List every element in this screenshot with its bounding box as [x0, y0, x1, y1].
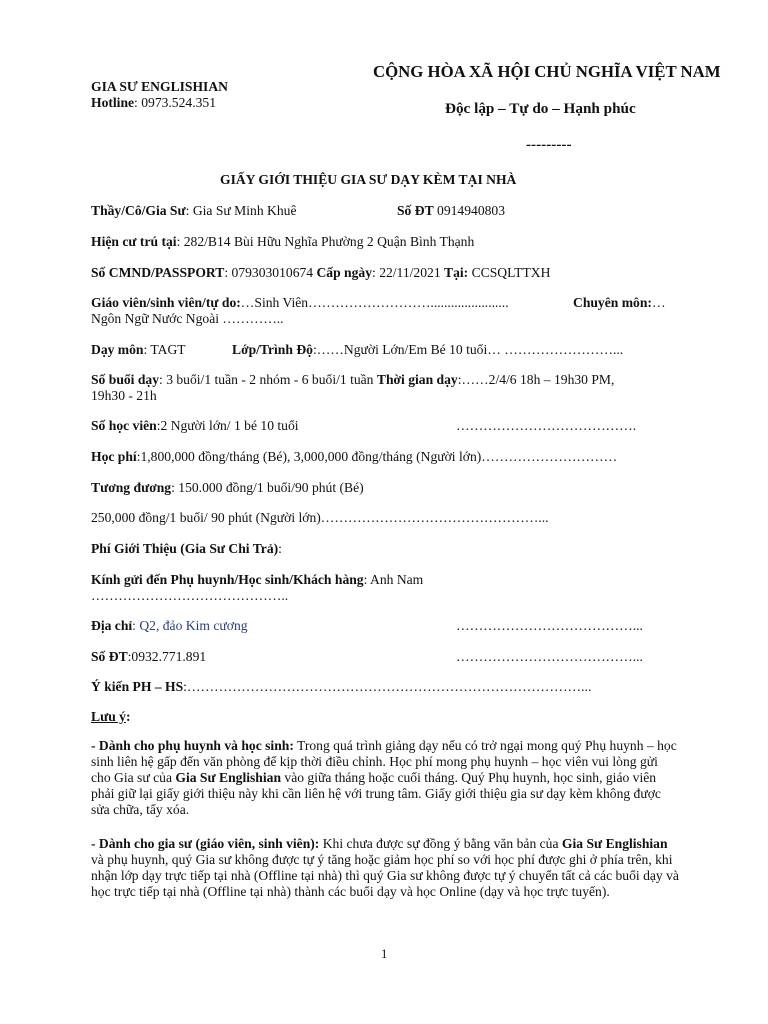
role-label: Giáo viên/sinh viên/tự do: [91, 295, 241, 310]
note-tutors-text-b: và phụ huynh, quý Gia sư không được tự ý tăng hoặc giảm học phí so với học phí được ghi ở phía trên, khi nhận lớp dạy trực tiếp tại nhà (Offline tại nhà) thì quý Gia sư không được tự ý chuyển tất cả các buổi dạy và học trực tiếp tại nhà (Offline tại nhà) thành các buổi dạy và học Online (dạy và học trực tuyến). [91, 852, 679, 899]
role-value: …Sinh Viên………………………....................... [240, 295, 509, 310]
role-field [91, 295, 509, 311]
referral-field [91, 541, 282, 557]
students-label: Số học viên [91, 418, 157, 433]
equiv-line2: 250,000 đồng/1 buổi/ 90 phút (Người lớn)…………………………………………... [91, 510, 549, 525]
recipient-label: Kính gửi đến Phụ huynh/Học sinh/Khách hàng [91, 572, 364, 587]
note-parents-lead: - Dành cho phụ huynh và học sinh: [91, 738, 294, 753]
equiv-label: Tương đương [91, 480, 172, 495]
subject-value: : TAGT [143, 342, 186, 357]
recipient-value: : Anh Nam [363, 572, 424, 587]
parent-phone-value: :0932.771.891 [127, 649, 207, 664]
major-line2: Ngôn Ngữ Nước Ngoài ………….. [91, 311, 284, 326]
residence-label: Hiện cư trú tại [91, 234, 177, 249]
notes-heading-colon: : [125, 709, 131, 724]
residence-value: : 282/B14 Bùi Hữu Nghĩa Phường 2 Quận Bình Thạnh [176, 234, 475, 249]
note-tutors-text-a: Khi chưa được sự đồng ý bằng văn bản của [319, 836, 562, 851]
fee-label: Học phí [91, 449, 137, 464]
hotline-label: Hotline [91, 95, 135, 110]
subject-field [91, 342, 186, 358]
referral-label: Phí Giới Thiệu (Gia Sư Chi Trả) [91, 541, 279, 556]
teacher-phone-label: Số ĐT [397, 203, 434, 218]
opinion-label: Ý kiến PH – HS [91, 679, 184, 694]
equiv-field [91, 480, 364, 496]
teacher-field [91, 203, 296, 219]
time-line2: 19h30 - 21h [91, 388, 157, 403]
note-parents-text-b: vào giữa tháng hoặc cuối tháng. Quý Phụ huynh, học sinh, giáo viên phải giữ lại giấy giới thiệu này khi cần liên hệ với trung tâm. Giấy giới thiệu gia sư dạy kèm không được sửa chữa, tẩy xóa. [91, 770, 661, 817]
teacher-label: Thầy/Cô/Gia Sư [91, 203, 186, 218]
hotline [91, 95, 216, 111]
id-value: : 079303010674 [224, 265, 317, 280]
note-parents-paragraph [91, 738, 679, 818]
note-tutors-brand: Gia Sư Englishian [561, 836, 668, 851]
level-label: Lớp/Trình Độ [232, 342, 313, 357]
issue-date-label: Cấp ngày [316, 265, 373, 280]
issue-date-value: : 22/11/2021 [372, 265, 445, 280]
note-parents-brand: Gia Sư Englishian [175, 770, 281, 785]
page-number: 1 [381, 947, 388, 961]
nation-heading: CỘNG HÒA XÃ HỘI CHỦ NGHĨA VIỆT NAM [373, 62, 721, 81]
opinion-field [91, 679, 591, 695]
students-value: :2 Người lớn/ 1 bé 10 tuổi [156, 418, 299, 433]
residence-field [91, 234, 474, 250]
sessions-label: Số buổi dạy [91, 372, 160, 387]
students-dots: …………………………………. [456, 418, 637, 433]
major-field [573, 295, 666, 311]
level-value: :……Người Lớn/Em Bé 10 tuổi… ……………………... [312, 342, 624, 357]
parent-phone-field [91, 649, 206, 665]
teacher-phone-value: 0914940803 [433, 203, 506, 218]
opinion-value: :……………………………………………………………………………... [183, 679, 592, 694]
recipient-dots: …………………………………….. [91, 588, 289, 603]
address-label: Địa chỉ [91, 618, 133, 633]
sessions-field [91, 372, 614, 388]
id-field [91, 265, 550, 281]
motto: Độc lập – Tự do – Hạnh phúc [445, 100, 636, 117]
address-dots: …………………………………... [456, 618, 643, 633]
note-tutors-paragraph [91, 836, 679, 900]
issue-place-value: CCSQLTTXH [468, 265, 551, 280]
parent-phone-dots: …………………………………... [456, 649, 643, 664]
note-tutors-lead: - Dành cho gia sư (giáo viên, sinh viên): [91, 836, 320, 851]
hotline-value: : 0973.524.351 [134, 95, 216, 110]
students-field [91, 418, 299, 434]
subject-label: Dạy môn [91, 342, 144, 357]
parent-phone-label: Số ĐT [91, 649, 128, 664]
teacher-value: : Gia Sư Minh Khuê [185, 203, 297, 218]
level-field [232, 342, 623, 358]
major-label: Chuyên môn: [573, 295, 652, 310]
sessions-value: : 3 buổi/1 tuần - 2 nhóm - 6 buổi/1 tuần [159, 372, 377, 387]
time-value: :……2/4/6 18h – 19h30 PM, [457, 372, 615, 387]
time-label: Thời gian dạy [376, 372, 458, 387]
address-value: : Q2, đảo Kim cương [132, 618, 248, 633]
org-name: GIA SƯ ENGLISHIAN [91, 79, 228, 94]
notes-heading [91, 709, 131, 725]
notes-heading-label: Lưu ý [91, 709, 126, 724]
document-title: GIẤY GIỚI THIỆU GIA SƯ DẠY KÈM TẠI NHÀ [220, 172, 517, 187]
note-parents-text-a: Trong quá trình giảng dạy nếu có trở ngại mong quý Phụ huynh – học sinh liên hệ gấp đến văn phòng để kịp thời điều chỉnh. Học phí mong phụ huynh – học viên vui lòng gửi cho Gia sư của [91, 738, 677, 785]
teacher-phone-field [397, 203, 505, 219]
referral-value: : [278, 541, 282, 556]
fee-field [91, 449, 617, 465]
issue-place-label: Tại: [444, 265, 469, 280]
fee-value: :1,800,000 đồng/tháng (Bé), 3,000,000 đồng/tháng (Người lớn)………………………… [136, 449, 618, 464]
equiv-value: : 150.000 đồng/1 buổi/90 phút (Bé) [171, 480, 364, 495]
recipient-field [91, 572, 423, 588]
major-value: … [651, 295, 666, 310]
id-label: Số CMND/PASSPORT [91, 265, 225, 280]
address-field [91, 618, 248, 634]
motto-divider: --------- [526, 136, 572, 153]
